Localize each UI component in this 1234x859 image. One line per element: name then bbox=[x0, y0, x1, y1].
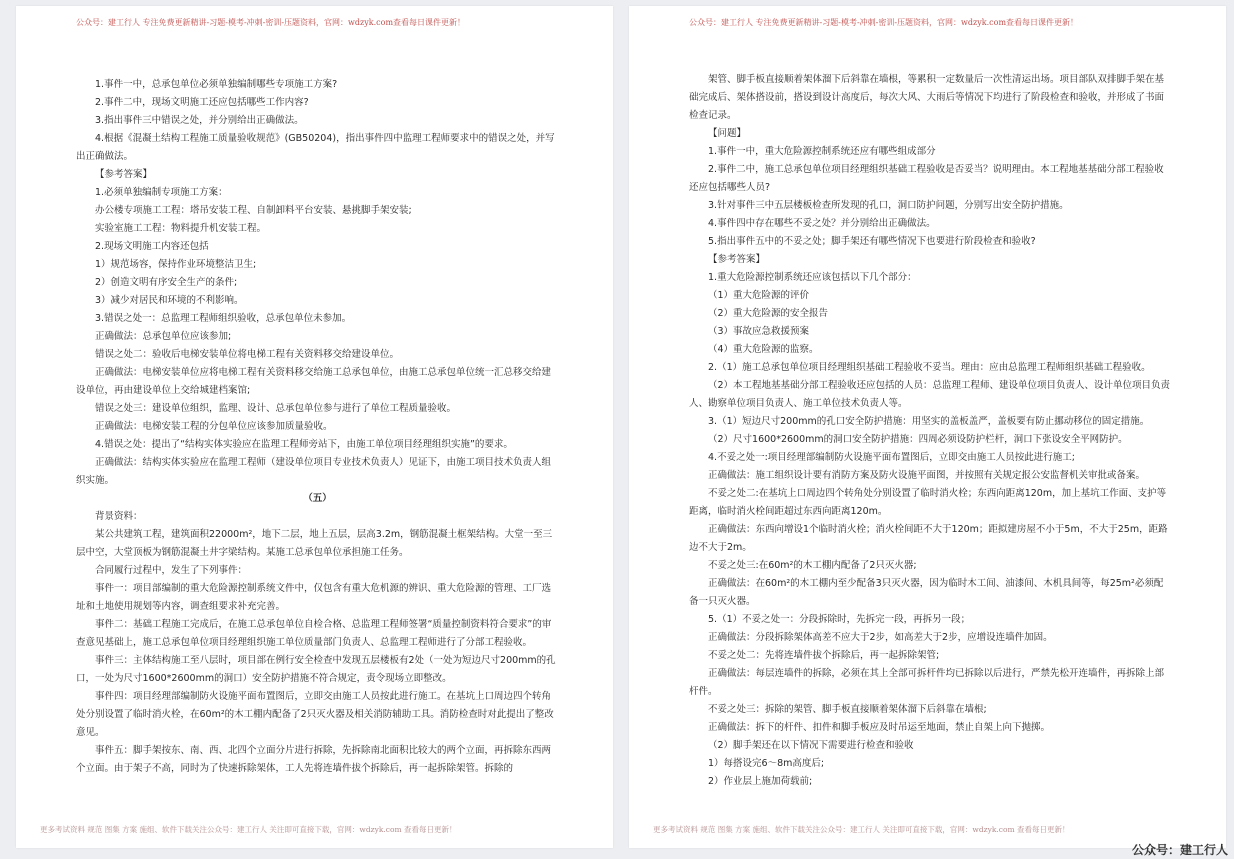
paragraph: 4.错误之处：提出了“结构实体实验应在监理工程师旁站下，由施工单位项目经理组织实施”的要求。 bbox=[95, 439, 513, 450]
paragraph: 5.指出事件五中的不妥之处；脚手架还有哪些情况下也要进行阶段检查和验收? bbox=[708, 236, 1036, 247]
paragraph: （2）脚手架还在以下情况下需要进行检查和验收 bbox=[708, 740, 914, 751]
paragraph: 2.（1）施工总承包单位项目经理组织基础工程验收不妥当。理由：应由总监理工程师组织基础工程验收。 bbox=[708, 362, 1151, 373]
paragraph: 1.事件一中，重大危险源控制系统还应有哪些组成部分 bbox=[708, 146, 936, 157]
page-header: 公众号：建工行人 专注免费更新精讲-习题-模考-冲刺-密训-压题资料，官网：wdzyk.com查看每日课件更新！ bbox=[76, 18, 466, 27]
paragraph: 正确做法：东西向增设1个临时消火栓；消火栓间距不大于120m；距拟建房屋不小于5m，不大于25m，距路边不大于2m。 bbox=[689, 524, 1168, 553]
paragraph: 正确做法：结构实体实验应在监理工程师（建设单位项目专业技术负责人）见证下，由施工项目技术负责人组织实施。 bbox=[76, 457, 552, 486]
paragraph: 事件五：脚手架按东、南、西、北四个立面分片进行拆除，先拆除南北面积比较大的两个立面，再拆除东西两个立面。由于架子不高，同时为了快速拆除架体，工人先将连墙件拔个拆除后，再一起拆除架管。拆除的 bbox=[76, 745, 552, 774]
paragraph: 合同履行过程中，发生了下列事件： bbox=[95, 565, 248, 576]
page-body bbox=[689, 71, 1172, 791]
paragraph: 事件四：项目经理部编制防火设施平面布置图后，立即交由施工人员按此进行施工。在基坑上口周边四个转角处分别设置了临时消火栓，在60m²的木工棚内配备了2只灭火器及相关消防辅助工具。消防检查时对此提出了整改意见。 bbox=[76, 691, 554, 738]
paragraph: （4）重大危险源的监察。 bbox=[708, 344, 819, 355]
section-number-heading: （五） bbox=[303, 493, 332, 504]
paragraph: 2）创造文明有序安全生产的条件; bbox=[95, 277, 238, 288]
paragraph: 1）规范场容，保持作业环境整洁卫生; bbox=[95, 259, 257, 270]
paragraph: 架管、脚手板直接顺着架体溜下后斜靠在墙根，等累积一定数量后一次性清运出场。项目部队双排脚手架在基础完成后、架体搭设前，搭设到设计高度后，每次大风、大雨后等情况下均进行了阶段检查和验收，并形成了书面检查记录。 bbox=[689, 74, 1165, 121]
paragraph: 正确做法：施工组织设计要有消防方案及防火设施平面图，并按照有关规定报公安监督机关审批或备案。 bbox=[708, 470, 1146, 481]
paragraph: 3）减少对居民和环境的不利影响。 bbox=[95, 295, 244, 306]
paragraph: 正确做法：在60m²的木工棚内至少配备3只灭火器，因为临时木工间、油漆间、木机具间等，每25m²必须配备一只灭火器。 bbox=[689, 578, 1164, 607]
paragraph: 正确做法：分段拆除架体高差不应大于2步，如高差大于2步，应增设连墙件加固。 bbox=[708, 632, 1053, 643]
paragraph: 背景资料： bbox=[95, 511, 143, 522]
paragraph: 不妥之处二：先将连墙件拔个拆除后，再一起拆除架管; bbox=[708, 650, 940, 661]
page-header: 公众号：建工行人 专注免费更新精讲-习题-模考-冲刺-密训-压题资料，官网：wdzyk.com查看每日课件更新！ bbox=[689, 18, 1079, 27]
paragraph: 不妥之处三：拆除的架管、脚手板直接顺着架体溜下后斜靠在墙根; bbox=[708, 704, 987, 715]
page-body bbox=[76, 76, 559, 778]
paragraph: （1）重大危险源的评价 bbox=[708, 290, 810, 301]
paragraph: （3）事故应急救援预案 bbox=[708, 326, 810, 337]
paragraph: 3.错误之处一：总监理工程师组织验收，总承包单位未参加。 bbox=[95, 313, 352, 324]
paragraph: 3.指出事件三中错误之处，并分别给出正确做法。 bbox=[95, 115, 304, 126]
paragraph: 事件三：主体结构施工至八层时，项目部在例行安全检查中发现五层楼板有2处（一处为短边尺寸200mm的孔口，一处为尺寸1600*2600mm的洞口）安全防护措施不符合规定，责令现场立即整改。 bbox=[76, 655, 556, 684]
paragraph: 不妥之处二:在基坑上口周边四个转角处分别设置了临时消火栓；东西向距离120m，加上基坑工作面、支护等距离，临时消火栓间距超过东西向距离120m。 bbox=[689, 488, 1167, 517]
paragraph: 4.根据《混凝土结构工程施工质量验收规范》(GB50204)，指出事件四中监理工程师要求中的错误之处，并写出正确做法。 bbox=[76, 133, 555, 162]
paragraph: 正确做法：拆下的杆件、扣件和脚手板应及时吊运至地面，禁止自架上向下抛掷。 bbox=[708, 722, 1051, 733]
paragraph: 事件一：项目部编制的重大危险源控制系统文件中，仅包含有重大危机源的辨识、重大危险源的管理、工厂选址和土地使用规划等内容，调查组要求补充完善。 bbox=[76, 583, 552, 612]
paragraph: 3.针对事件三中五层楼板检查所发现的孔口，洞口防护问题，分别写出安全防护措施。 bbox=[708, 200, 1069, 211]
page-footer: 更多考试资料 规范 图集 方案 施组、软件下载关注公众号：建工行人 关注即可直接下载，官网：wdzyk.com 查看每日更新！ bbox=[40, 825, 457, 834]
paragraph: 事件二：基础工程施工完成后，在施工总承包单位自检合格、总监理工程师签署“质量控制资料符合要求”的审查意见基础上，施工总承包单位项目经理组织施工单位质量部门负责人、总监理工程师进行了分部工程验收。 bbox=[76, 619, 552, 648]
paragraph: 1.事件一中，总承包单位必须单独编制哪些专项施工方案? bbox=[95, 79, 338, 90]
paragraph: 2.事件二中，现场文明施工还应包括哪些工作内容? bbox=[95, 97, 309, 108]
paragraph: 2）作业层上施加荷载前; bbox=[708, 776, 813, 787]
paragraph: 实验室施工工程：物料提升机安装工程。 bbox=[95, 223, 267, 234]
section-heading: 【参考答案】 bbox=[95, 169, 153, 180]
section-heading: 【参考答案】 bbox=[708, 254, 766, 265]
paragraph: （2）本工程地基基础分部工程验收还应包括的人员：总监理工程师、建设单位项目负责人、设计单位项目负责人、勘察单位项目负责人、施工单位技术负责人等。 bbox=[689, 380, 1171, 409]
paragraph: 正确做法：总承包单位应该参加; bbox=[95, 331, 232, 342]
paragraph: 5.（1）不妥之处一：分段拆除时，先拆完一段，再拆另一段； bbox=[708, 614, 971, 625]
paragraph: 不妥之处三:在60m²的木工棚内配备了2只灭火器; bbox=[708, 560, 917, 571]
paragraph: 办公楼专项施工工程：塔吊安装工程、自制卸料平台安装、悬挑脚手架安装; bbox=[95, 205, 412, 216]
paragraph: 2.事件二中，施工总承包单位项目经理组织基础工程验收是否妥当？说明理由。本工程地基基础分部工程验收还应包括哪些人员? bbox=[689, 164, 1164, 193]
paragraph: 正确做法：电梯安装单位应将电梯工程有关资料移交给施工总承包单位，由施工总承包单位统一汇总移交给建设单位，再由建设单位上交给城建档案馆; bbox=[76, 367, 552, 396]
paragraph: 1.重大危险源控制系统还应该包括以下几个部分： bbox=[708, 272, 917, 283]
paragraph: 1）每搭设完6～8m高度后; bbox=[708, 758, 825, 769]
paragraph: （2）重大危险源的安全报告 bbox=[708, 308, 829, 319]
document-page-right bbox=[629, 6, 1226, 848]
page-footer: 更多考试资料 规范 图集 方案 施组、软件下载关注公众号：建工行人 关注即可直接下载，官网：wdzyk.com 查看每日更新！ bbox=[653, 825, 1070, 834]
paragraph: 4.事件四中存在哪些不妥之处？并分别给出正确做法。 bbox=[708, 218, 936, 229]
paragraph: 正确做法：每层连墙件的拆除，必须在其上全部可拆杆件均已拆除以后进行，严禁先松开连墙件，再拆除上部杆件。 bbox=[689, 668, 1165, 697]
paragraph: 3.（1）短边尺寸200mm的孔口安全防护措施：用坚实的盖板盖严，盖板要有防止挪动移位的固定措施。 bbox=[708, 416, 1150, 427]
paragraph: 2.现场文明施工内容还包括 bbox=[95, 241, 209, 252]
paragraph: 正确做法：电梯安装工程的分包单位应该参加质量验收。 bbox=[95, 421, 333, 432]
document-page-left bbox=[16, 6, 613, 848]
paragraph: 某公共建筑工程，建筑面积22000m²，地下二层，地上五层，层高3.2m，钢筋混凝土框架结构。大堂一至三层中空，大堂顶板为钢筋混凝土井字梁结构。某施工总承包单位承担施工任务。 bbox=[76, 529, 553, 558]
paragraph: 4.不妥之处一:项目经理部编制防火设施平面布置图后，立即交由施工人员按此进行施工; bbox=[708, 452, 1075, 463]
watermark-label: 公众号：建工行人 bbox=[1131, 843, 1228, 857]
paragraph: 1.必须单独编制专项施工方案： bbox=[95, 187, 228, 198]
section-heading: 【问题】 bbox=[708, 128, 747, 139]
paragraph: 错误之处二：验收后电梯安装单位将电梯工程有关资料移交给建设单位。 bbox=[95, 349, 400, 360]
paragraph: （2）尺寸1600*2600mm的洞口安全防护措施：四周必须设防护栏杆，洞口下张设安全平网防护。 bbox=[708, 434, 1128, 445]
paragraph: 错误之处三：建设单位组织，监理、设计、总承包单位参与进行了单位工程质量验收。 bbox=[95, 403, 457, 414]
